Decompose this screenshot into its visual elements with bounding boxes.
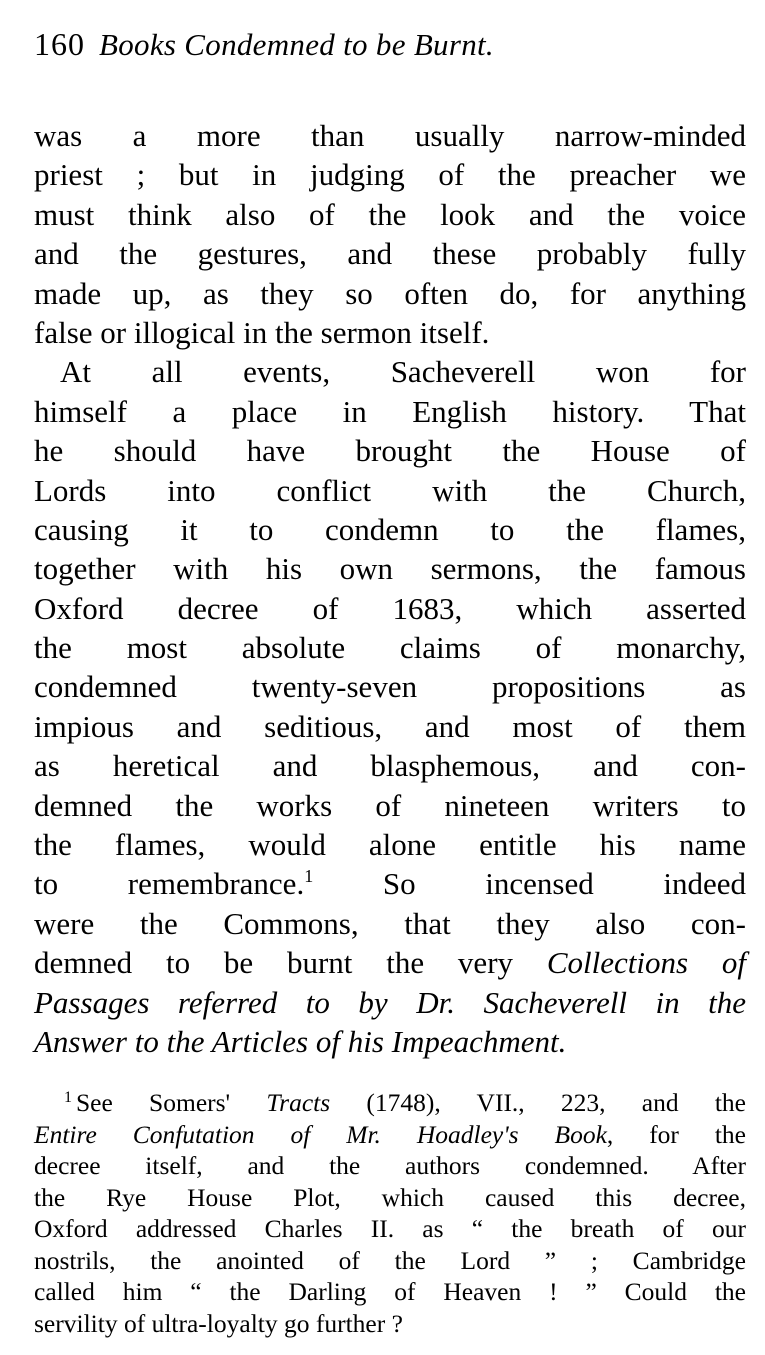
- page-number: 160: [34, 26, 85, 62]
- text-line: condemned twenty-seven propositions as: [34, 669, 746, 705]
- text-line-with-footnote-ref: [34, 864, 746, 903]
- text-line: Oxford decree of 1683, which asserted: [34, 590, 746, 626]
- text-line: false or illogical in the sermon itself.: [34, 314, 490, 350]
- text-line: [34, 943, 746, 982]
- book-page: [34, 18, 746, 1339]
- body-text: [34, 116, 746, 1061]
- text-line: together with his own sermons, the famous: [34, 551, 746, 587]
- running-title: Books Condemned to be Burnt.: [99, 27, 494, 62]
- paragraph-start-line: At all events, Sacheverell won for: [60, 354, 746, 390]
- text-line: as heretical and blasphemous, and con-: [34, 748, 746, 784]
- footnote-line: decree itself, and the authors condemned. After: [34, 1151, 746, 1181]
- text-segment: to remembrance.: [34, 866, 305, 902]
- text-line: Lords into conflict with the Church,: [34, 472, 746, 508]
- text-segment: So incensed indeed: [313, 866, 747, 902]
- text-line: the flames, would alone entitle his name: [34, 827, 746, 863]
- text-line: was a more than usually narrow-minded: [34, 118, 746, 153]
- text-line: he should have brought the House of: [34, 433, 746, 469]
- italic-title-segment: Tracts: [266, 1088, 331, 1118]
- text-line: causing it to condemn to the flames,: [34, 511, 746, 547]
- text-line: made up, as they so often do, for anything: [34, 275, 746, 311]
- footnote-line: Oxford addressed Charles II. as “ the breath of our: [34, 1214, 746, 1244]
- text-line: the most absolute claims of monarchy,: [34, 630, 746, 666]
- footnote-line: the Rye House Plot, which caused this decree,: [34, 1182, 746, 1212]
- text-line: demned the works of nineteen writers to: [34, 787, 746, 823]
- text-line: and the gestures, and these probably fully: [34, 236, 746, 272]
- text-segment: See Somers': [76, 1088, 267, 1118]
- page-header: [34, 18, 746, 78]
- footnote-line: servility of ultra-loyalty go further ?: [34, 1308, 403, 1338]
- text-line: impious and seditious, and most of them: [34, 708, 746, 744]
- footnote: [34, 1087, 746, 1339]
- italic-title-segment: Collections of: [546, 945, 746, 981]
- text-line: must think also of the look and the voice: [34, 196, 746, 232]
- footnote-marker: 1: [64, 1089, 72, 1107]
- text-segment: (1748), VII., 223, and the: [330, 1088, 746, 1118]
- text-segment: demned to be burnt the very: [34, 945, 547, 981]
- footnote-line: [34, 1119, 746, 1151]
- footnote-line: called him “ the Darling of Heaven ! ” Could the: [34, 1277, 746, 1307]
- italic-title-segment: Entire Confutation of Mr. Hoadley's Book: [34, 1119, 607, 1149]
- text-line: priest ; but in judging of the preacher we: [34, 157, 746, 193]
- text-line: were the Commons, that they also con-: [34, 905, 746, 941]
- footnote-line: nostrils, the anointed of the Lord ” ; Cambridge: [34, 1245, 746, 1275]
- footnote-line: [34, 1087, 746, 1119]
- footnote-reference: 1: [304, 866, 314, 887]
- italic-title-line: Answer to the Articles of his Impeachment.: [34, 1023, 567, 1059]
- text-line: himself a place in English history. That: [34, 393, 746, 429]
- italic-title-line: Passages referred to by Dr. Sacheverell in the: [34, 984, 746, 1020]
- text-segment: , for the: [606, 1119, 746, 1149]
